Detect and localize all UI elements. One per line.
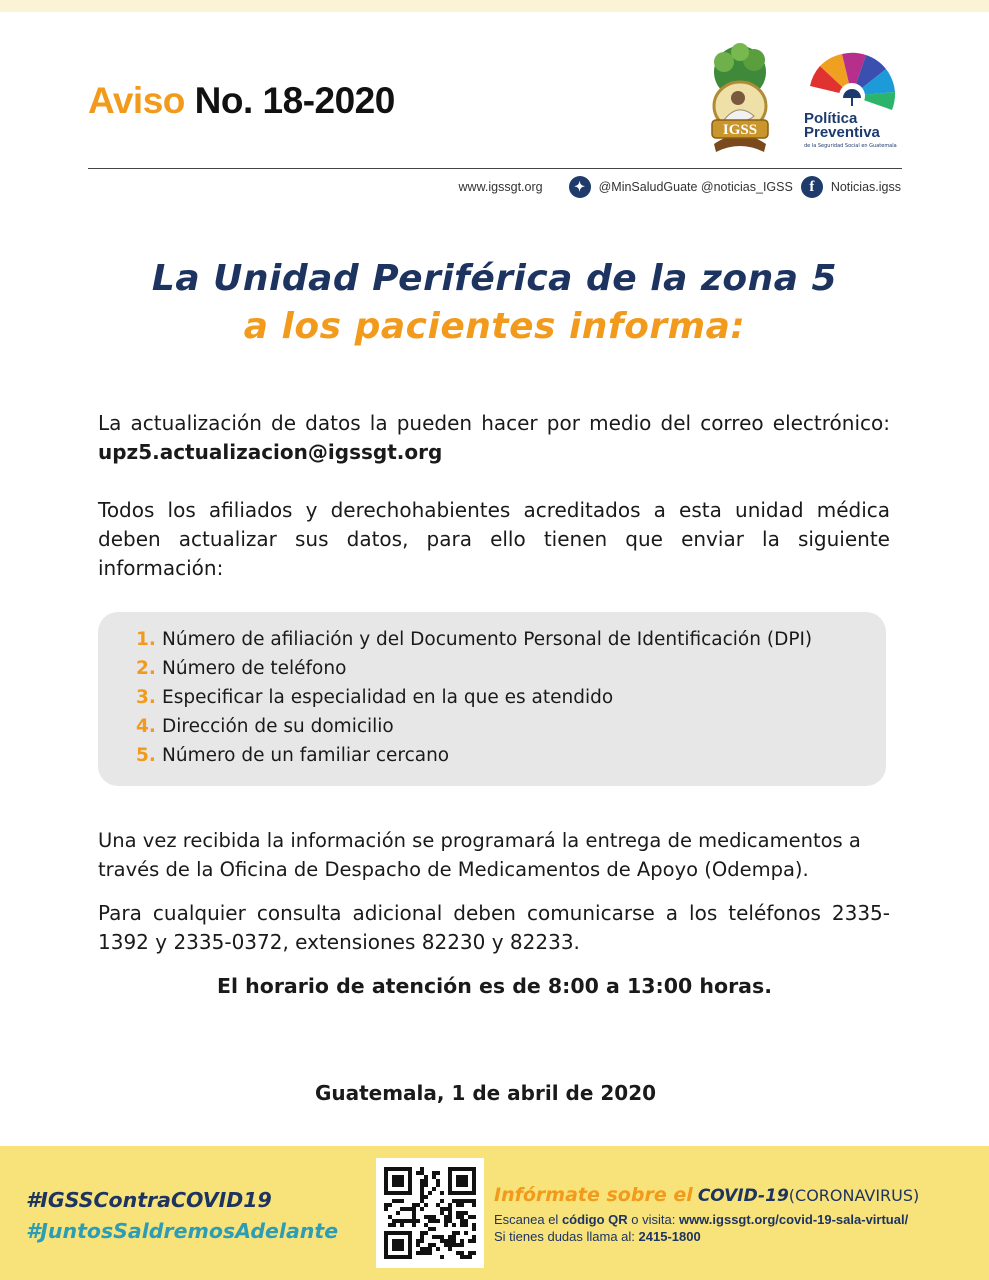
office-hours: El horario de atención es de 8:00 a 13:00 horas. (216, 974, 773, 998)
list-item: 3. Especificar la especialidad en la que es atendido (136, 687, 614, 708)
notice-word: Aviso (88, 80, 185, 121)
headline-line1: La Unidad Periférica de la zona 5 (151, 258, 838, 299)
top-strip (0, 0, 989, 12)
footer-banner (0, 1146, 989, 1280)
hotline-number[interactable]: 2415-1800 (638, 1229, 701, 1244)
igss-logo (694, 40, 786, 158)
politica-preventiva-text (804, 112, 910, 140)
requirements-list (98, 612, 886, 786)
email-paragraph (98, 409, 890, 467)
email-intro: La actualización de datos la pueden hacer por medio del correo electrónico: (98, 411, 890, 435)
qr-code-icon (384, 1167, 476, 1259)
headline-line2: a los pacientes informa: (243, 306, 746, 347)
facebook-icon: f (801, 176, 823, 198)
twitter-handles[interactable]: @MinSaludGuate @noticias_IGSS (598, 180, 793, 194)
qr-code[interactable] (376, 1158, 484, 1268)
info-title (494, 1184, 919, 1206)
igss-logo-text: IGSS (722, 122, 758, 138)
pp-line2: Preventiva (804, 124, 880, 141)
notice-title (88, 80, 395, 122)
twitter-icon: ✦ (569, 176, 591, 198)
pp-line1: Política (804, 110, 858, 127)
date-line: Guatemala, 1 de abril de 2020 (314, 1081, 657, 1105)
hashtag-igss: #IGSSContraCOVID19 (26, 1188, 272, 1212)
social-links (459, 176, 901, 198)
header-divider (88, 168, 902, 169)
list-item: 4. Dirección de su domicilio (136, 716, 394, 737)
pp-tagline: de la Seguridad Social en Guatemala (804, 143, 897, 149)
list-item: 1. Número de afiliación y del Documento Personal de Identificación (DPI) (136, 629, 813, 650)
info-title-text: Infórmate sobre el (494, 1184, 693, 1206)
virtual-room-link[interactable]: www.igssgt.org/covid-19-sala-virtual/ (678, 1212, 909, 1227)
list-item: 5. Número de un familiar cercano (136, 745, 450, 766)
info-covid: COVID-19 (697, 1186, 789, 1206)
hashtag-juntos: #JuntosSaldremosAdelante (26, 1219, 339, 1243)
medication-paragraph: Una vez recibida la información se programará la entrega de medicamentos a través de la Oficina de Despacho de Medicamentos de Apoyo (Odempa). (98, 829, 861, 881)
requirements-paragraph: Todos los afiliados y derechohabientes acreditados a esta unidad médica deben actualizar sus datos, para ello tienen que enviar la siguiente información: (98, 498, 890, 580)
facebook-handle[interactable]: Noticias.igss (830, 180, 901, 194)
contact-paragraph: Para cualquier consulta adicional deben comunicarse a los teléfonos 2335-1392 y 2335-0372, extensiones 82230 y 82233. (98, 901, 890, 954)
email-address[interactable]: upz5.actualizacion@igssgt.org (98, 440, 443, 464)
info-coronavirus: (CORONAVIRUS) (788, 1186, 920, 1205)
scan-line: Escanea el código QR o visita: www.igssgt.org/covid-19-sala-virtual/ (494, 1212, 909, 1227)
list-item: 2. Número de teléfono (136, 658, 347, 679)
notice-number: No. 18-2020 (194, 80, 395, 121)
website-link[interactable]: www.igssgt.org (458, 180, 543, 194)
call-line: Si tienes dudas llama al: 2415-1800 (494, 1229, 701, 1244)
